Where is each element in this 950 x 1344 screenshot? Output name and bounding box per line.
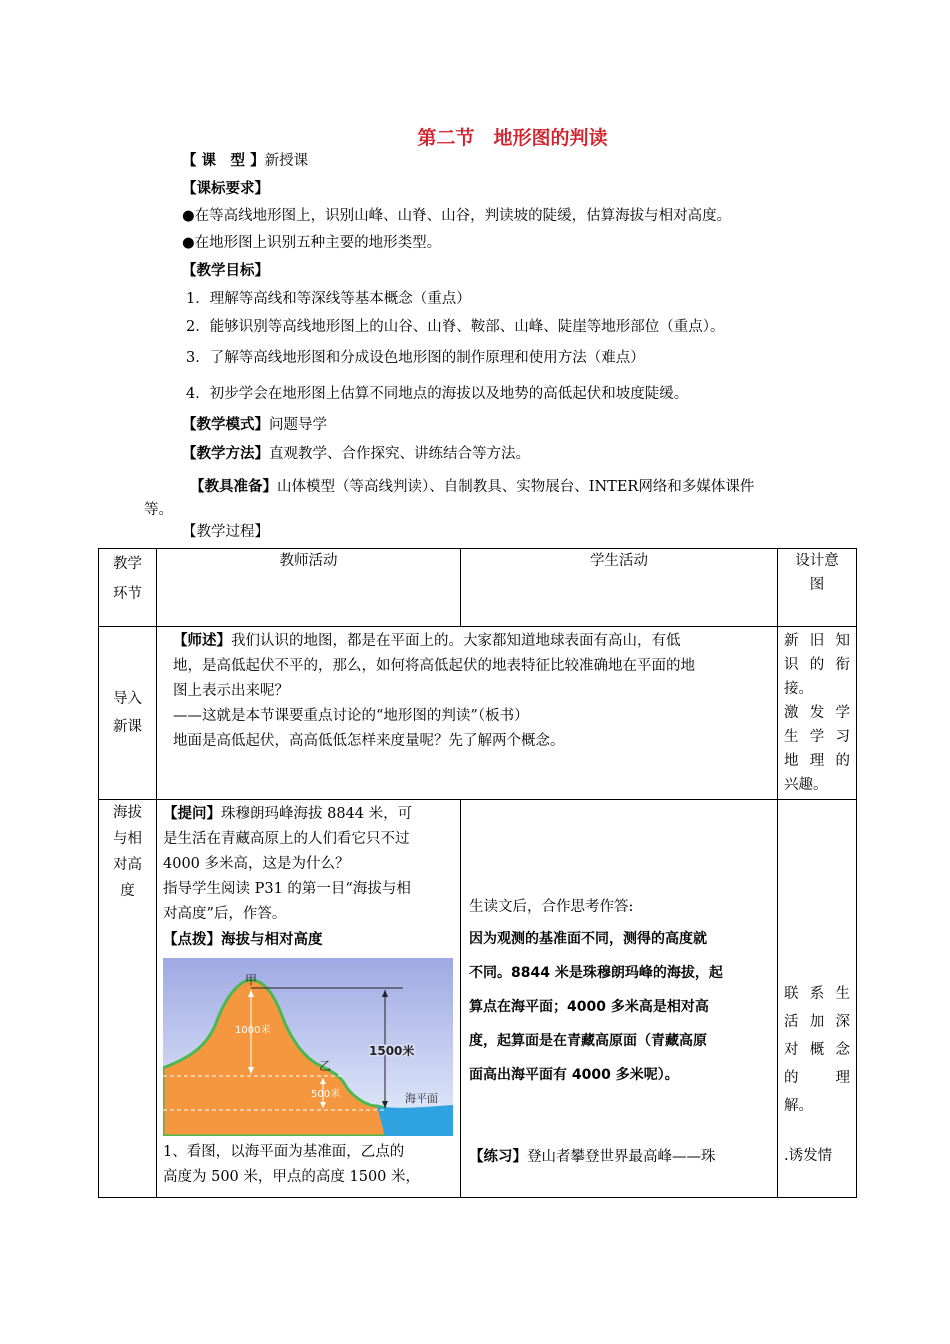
objectives-label: 【教学目标】 [182, 262, 269, 279]
altitude-student [461, 800, 778, 1198]
practice-line: 【练习】登山者攀登世界最高峰——珠 [469, 1148, 716, 1165]
intro-content: 【师述】我们认识的地图，都是在平面上的。大家都知道地球表面有高山，有低 地，是高低起伏不平的，那么，如何将高低起伏的地表特征比较准确地在平面的地 图上表示出来呢？ ——这就是本节课要重点讨论的“地形图的判读”（板书） 地面是高低起伏，高高低低怎样来度量呢？先了解两个概念。 [157, 627, 778, 800]
h1000-label: 1000米 [235, 1025, 271, 1036]
point-label: 乙 [319, 1059, 332, 1073]
student-answer: 因为观测的基准面不同，测得的高度就 不同。8844 米是珠穆朗玛峰的海拔，起 算点在海平面；4000 多米高是相对高 度，起算面是在青藏高原面（青藏高原 面高出海平面有 4000 多米呢）。 [469, 931, 723, 1083]
standard-label: 【课标要求】 [182, 180, 269, 197]
tools-row [190, 476, 754, 498]
method-value: 直观教学、合作探究、讲练结合等方法。 [269, 446, 530, 462]
table-row-altitude [99, 800, 857, 1198]
intro-design: 新 旧 知 识 的 衔 接。 激 发 学 生 学 习 地 理 的 兴趣。 [778, 627, 857, 800]
header-student: 学生活动 [461, 549, 778, 627]
mode-value: 问题导学 [269, 417, 327, 433]
sea-area [377, 1106, 453, 1136]
altitude-design: 联 系 生 活 加 深 对 概 念 的 理 解。 .诱发情 [778, 800, 857, 1198]
objective-item: 4．初步学会在地形图上估算不同地点的海拔以及地势的高低起伏和坡度陡缓。 [186, 386, 689, 402]
h500-label: 500米 [311, 1089, 341, 1100]
method-label: 【教学方法】 [182, 445, 269, 462]
h1500-label: 1500米 [369, 1044, 415, 1058]
header-stage: 教学 环节 [99, 549, 157, 627]
tools-label: 【教具准备】 [190, 478, 277, 495]
page-title: 第二节 地形图的判读 [417, 127, 608, 149]
method-row [182, 443, 530, 465]
process-table [98, 548, 857, 1198]
tools-value-cont: 等。 [144, 502, 173, 518]
header-design: 设计意 图 [778, 549, 857, 627]
table-row-intro [99, 627, 857, 800]
tools-value: 山体模型（等高线判读）、自制教具、实物展台、INTER网络和多媒体课件 [277, 479, 755, 495]
lesson-type-value: 新授课 [264, 153, 309, 169]
table-header-row [99, 549, 857, 627]
lesson-type-row [182, 150, 308, 172]
peak-label: 甲 [245, 973, 258, 987]
process-label: 【教学过程】 [182, 524, 269, 540]
mode-row [182, 414, 327, 436]
altitude-teacher: 【提问】珠穆朗玛峰海拔 8844 米，可 是生活在青藏高原上的人们看它只不过 4000 多米高，这是为什么？ 指导学生阅读 P31 的第一目“海拔与相 对高度”后，作答。 【点拨】海拔与相对高度 甲 1000米 乙 1500米 500米 海平面 1、看图，以海平面为基准面，乙点的 高度为 500 米，甲点的高度 1500 米， [157, 800, 461, 1198]
header-teacher: 教师活动 [157, 549, 461, 627]
sea-level-label: 海平面 [405, 1092, 438, 1105]
intro-stage: 导入 新课 [99, 627, 157, 800]
student-intro: 生读文后，合作思考作答: [469, 899, 634, 915]
altitude-diagram [163, 958, 453, 1136]
standard-item: ●在地形图上识别五种主要的地形类型。 [182, 235, 442, 251]
lesson-type-label: 【 课 型 】 [182, 152, 265, 169]
altitude-stage: 海拔 与相 对高 度 [99, 800, 157, 1198]
objective-item: 2．能够识别等高线地形图上的山谷、山脊、鞍部、山峰、陡崖等地形部位（重点）。 [186, 319, 725, 335]
standard-item: ●在等高线地形图上，识别山峰、山脊、山谷，判读坡的陡缓，估算海拔与相对高度。 [182, 208, 732, 224]
objective-item: 1．理解等高线和等深线等基本概念（重点） [186, 291, 471, 307]
objective-item: 3．了解等高线地形图和分成设色地形图的制作原理和使用方法（难点） [186, 350, 645, 366]
mode-label: 【教学模式】 [182, 416, 269, 433]
